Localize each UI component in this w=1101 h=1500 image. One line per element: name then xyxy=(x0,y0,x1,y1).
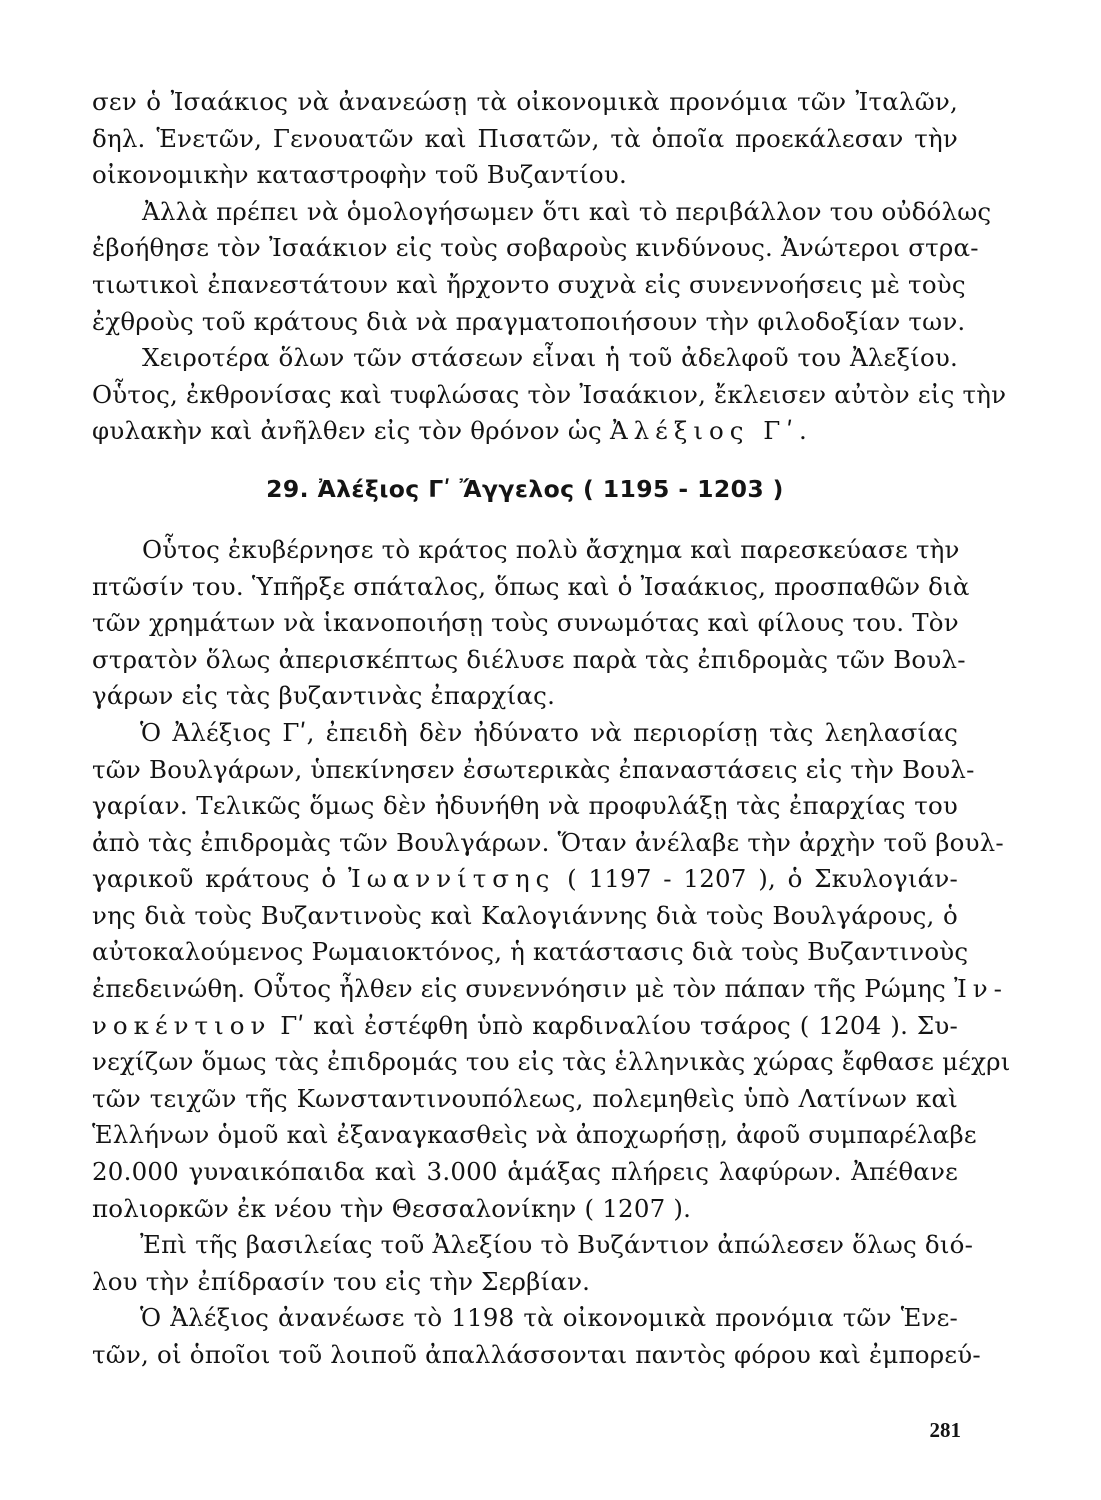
emphasized-name: νοκέντιον xyxy=(92,1010,272,1040)
text-line: λου τὴν ἐπίδρασίν του εἰς τὴν Σερβίαν. xyxy=(92,1266,591,1296)
paragraph-3 xyxy=(92,340,1007,450)
emphasized-name: Ἀλέξιος Γʹ. xyxy=(609,416,813,446)
emphasized-name: Ἰν- xyxy=(953,974,1008,1004)
text-line xyxy=(92,971,1008,1008)
text-fragment: ( 1197 - 1207 ), ὁ Σκυλογιάν- xyxy=(567,864,958,894)
text-line: πτῶσίν του. Ὑπῆρξε σπάταλος, ὅπως καὶ ὁ Ἰσαάκιος, προσπαθῶν διὰ xyxy=(92,571,970,601)
text-line: ἀπὸ τὰς ἐπιδρομὰς τῶν Βουλγάρων. Ὅταν ἀνέλαβε τὴν ἀρχὴν τοῦ βουλ- xyxy=(92,827,1004,857)
text-line: δηλ. Ἑνετῶν, Γενουατῶν καὶ Πισατῶν, τὰ ὁποῖα προεκάλεσαν τὴν xyxy=(92,123,958,153)
text-line: Χειροτέρα ὅλων τῶν στάσεων εἶναι ἡ τοῦ ἀδελφοῦ του Ἀλεξίου. xyxy=(142,343,958,373)
text-line: Ἑλλήνων ὁμοῦ καὶ ἐξαναγκασθεὶς νὰ ἀποχωρήσῃ, ἀφοῦ συμπαρέλαβε xyxy=(92,1120,977,1150)
text-line: τῶν τειχῶν τῆς Κωνσταντινουπόλεως, πολεμηθεὶς ὑπὸ Λατίνων καὶ xyxy=(92,1083,958,1113)
text-line: γάρων εἰς τὰς βυζαντινὰς ἐπαρχίας. xyxy=(92,681,556,711)
text-line: Ἀλλὰ πρέπει νὰ ὁμολογήσωμεν ὅτι καὶ τὸ περιβάλλον του οὐδόλως xyxy=(142,196,992,226)
text-line: σεν ὁ Ἰσαάκιος νὰ ἀνανεώσῃ τὰ οἰκονομικὰ προνόμια τῶν Ἰταλῶν, xyxy=(92,87,958,116)
paragraph-6 xyxy=(92,1227,974,1300)
text-line: πολιορκῶν ἐκ νέου τὴν Θεσσαλονίκην ( 1207 ). xyxy=(92,1193,692,1223)
paragraph-7 xyxy=(92,1300,981,1373)
text-line: τῶν χρημάτων νὰ ἱκανοποιήσῃ τοὺς συνωμότας καὶ φίλους του. Τὸν xyxy=(92,608,959,638)
text-line: αὐτοκαλούμενος Ρωμαιοκτόνος, ἡ κατάστασις διὰ τοὺς Βυζαντινοὺς xyxy=(92,937,969,967)
emphasized-name: Ἰωαννίτσης xyxy=(348,864,556,894)
text-line: ἐχθροὺς τοῦ κράτους διὰ νὰ πραγματοποιήσουν τὴν φιλοδοξίαν των. xyxy=(92,306,966,336)
text-line: γαρίαν. Τελικῶς ὅμως δὲν ἠδυνήθη νὰ προφυλάξῃ τὰς ἐπαρχίας του xyxy=(92,791,958,821)
text-line: ἐβοήθησε τὸν Ἰσαάκιον εἰς τοὺς σοβαροὺς κινδύνους. Ἀνώτεροι στρα- xyxy=(92,233,979,263)
page-number: 281 xyxy=(929,1418,961,1442)
text-fragment: ἐπεδεινώθη. Οὗτος ἦλθεν εἰς συνεννόησιν μὲ τὸν πάπαν τῆς Ρώμης xyxy=(92,974,946,1004)
text-line: 20.000 γυναικόπαιδα καὶ 3.000 ἁμάξας πλήρεις λαφύρων. Ἀπέθανε xyxy=(92,1157,958,1187)
text-fragment: φυλακὴν καὶ ἀνῆλθεν εἰς τὸν θρόνον ὡς xyxy=(92,416,602,446)
paragraph-2 xyxy=(92,194,992,340)
text-line: νης διὰ τοὺς Βυζαντινοὺς καὶ Καλογιάννης διὰ τοὺς Βουλγάρους, ὁ xyxy=(92,900,958,930)
text-line: τῶν, οἱ ὁποῖοι τοῦ λοιποῦ ἀπαλλάσσονται παντὸς φόρου καὶ ἐμπορεύ- xyxy=(92,1340,981,1369)
text-line: νεχίζων ὅμως τὰς ἐπιδρομάς του εἰς τὰς ἑλληνικὰς χώρας ἔφθασε μέχρι xyxy=(92,1047,1011,1077)
intro-paragraph xyxy=(92,84,958,194)
text-line: στρατὸν ὅλως ἀπερισκέπτως διέλυσε παρὰ τὰς ἐπιδρομὰς τῶν Βουλ- xyxy=(92,644,966,674)
text-line xyxy=(92,1008,958,1045)
text-fragment: γαρικοῦ κράτους ὁ xyxy=(92,864,337,894)
text-line: Ὁ Ἀλέξιος Γʹ, ἐπειδὴ δὲν ἠδύνατο νὰ περιορίσῃ τὰς λεηλασίας xyxy=(140,717,958,747)
text-line: τιωτικοὶ ἐπανεστάτουν καὶ ἤρχοντο συχνὰ εἰς συνεννοήσεις μὲ τοὺς xyxy=(92,269,966,299)
text-line xyxy=(92,861,958,898)
text-line: Ἐπὶ τῆς βασιλείας τοῦ Ἀλεξίου τὸ Βυζάντιον ἀπώλεσεν ὅλως διό- xyxy=(140,1230,974,1260)
text-line: Οὗτος, ἐκθρονίσας καὶ τυφλώσας τὸν Ἰσαάκιον, ἔκλεισεν αὐτὸν εἰς τὴν xyxy=(92,379,1007,409)
paragraph-5 xyxy=(92,715,1011,1227)
text-fragment: Γʹ καὶ ἐστέφθη ὑπὸ καρδιναλίου τσάρος ( 1204 ). Συ- xyxy=(280,1010,958,1040)
text-line: Οὗτος ἐκυβέρνησε τὸ κράτος πολὺ ἄσχημα καὶ παρεσκεύασε τὴν xyxy=(142,534,960,564)
page-content xyxy=(92,84,1011,1374)
paragraph-4 xyxy=(92,532,970,715)
text-line: Ὁ Ἀλέξιος ἀνανέωσε τὸ 1198 τὰ οἰκονομικὰ προνόμια τῶν Ἑνε- xyxy=(140,1303,958,1333)
text-line xyxy=(92,413,958,450)
text-line: οἰκονομικὴν καταστροφὴν τοῦ Βυζαντίου. xyxy=(92,160,627,190)
section-heading: 29. Ἀλέξιος Γʹ Ἄγγελος ( 1195 - 1203 ) xyxy=(266,474,784,503)
text-line: τῶν Βουλγάρων, ὑπεκίνησεν ἐσωτερικὰς ἐπαναστάσεις εἰς τὴν Βουλ- xyxy=(92,754,975,784)
